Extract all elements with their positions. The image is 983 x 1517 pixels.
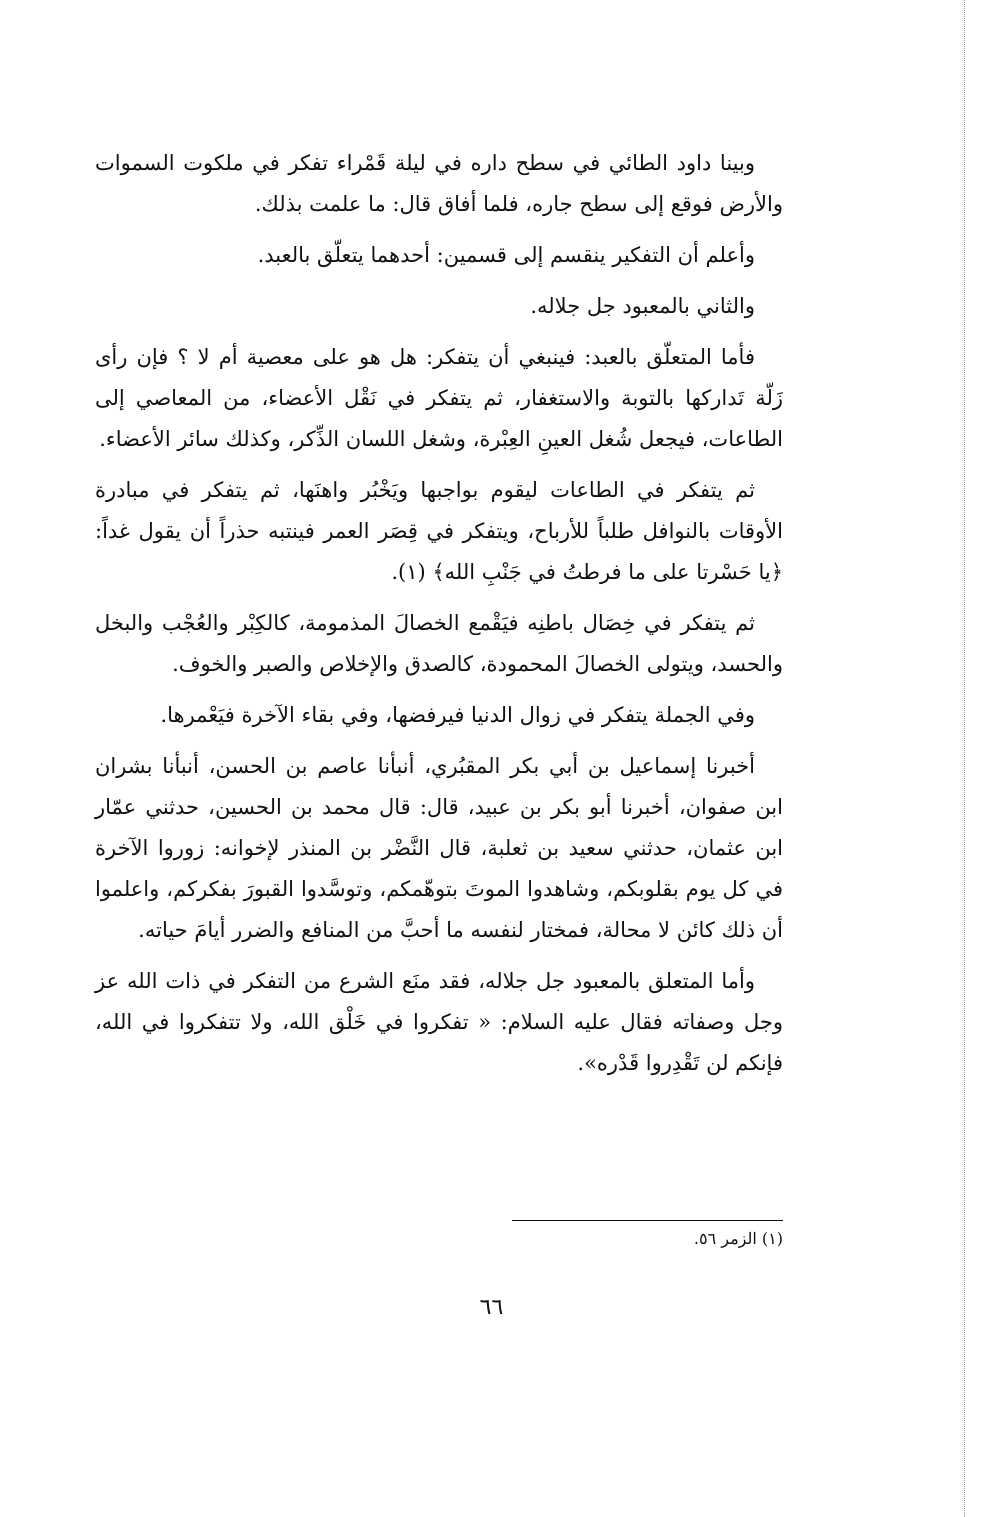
paragraph: ثم يتفكر في الطاعات ليقوم بواجبها ويَخْبُر واهنَها، ثم يتفكر في مبادرة الأوقات بالنوافل طلباً للأرباح، ويتفكر في قِصَر العمر فينتبه حذراً أن يقول غداً: ﴿يا حَسْرتا على ما فرطتُ في جَنْبِ الله﴾ (١). bbox=[95, 478, 783, 584]
footnote: (١) الزمر ٥٦. bbox=[693, 1229, 783, 1248]
paragraph: فأما المتعلّق بالعبد: فينبغي أن يتفكر: هل هو على معصية أم لا ؟ فإن رأى زَلّة تَداركها بالتوبة والاستغفار، ثم يتفكر في نَقْل الأعضاء، من المعاصي إلى الطاعات، فيجعل شُغل العينِ العِبْرة، وشغل اللسان الذِّكر، وكذلك سائر الأعضاء. bbox=[95, 345, 783, 451]
page-edge-line bbox=[964, 0, 965, 1517]
paragraph: أخبرنا إسماعيل بن أبي بكر المقبُري، أنبأنا عاصم بن الحسن، أنبأنا بشران ابن صفوان، أخبرنا أبو بكر بن عبيد، قال: قال محمد بن الحسين، حدثني عمّار ابن عثمان، حدثني سعيد بن ثعلبة، قال النَّضْر بن المنذر لإخوانه: زوروا الآخرة في كل يوم بقلوبكم، وشاهدوا الموتَ بتوهّمكم، وتوسَّدوا القبورَ بفكركم، واعلموا أن ذلك كائن لا محالة، فمختار لنفسه ما أحبَّ من المنافع والضرر أيامَ حياته. bbox=[95, 754, 783, 942]
paragraph: وأما المتعلق بالمعبود جل جلاله، فقد منَع الشرع من التفكر في ذات الله عز وجل وصفاته فقال عليه السلام: « تفكروا في خَلْق الله، ولا تتفكروا في الله، فإنكم لن تَقْدِروا قَدْره». bbox=[95, 969, 783, 1075]
paragraph: وأعلم أن التفكير ينقسم إلى قسمين: أحدهما يتعلّق بالعبد. bbox=[257, 243, 755, 267]
paragraph: وبينا داود الطائي في سطح داره في ليلة قَمْراء تفكر في ملكوت السموات والأرض فوقع إلى سطح جاره، فلما أفاق قال: ما علمت بذلك. bbox=[95, 151, 783, 216]
paragraph: والثاني بالمعبود جل جلاله. bbox=[530, 294, 755, 318]
paragraph: ثم يتفكر في خِصَال باطنِه فيَقْمع الخصالَ المذمومة، كالكِبْر والعُجْب والبخل والحسد، ويتولى الخصالَ المحمودة، كالصدق والإخلاص والصبر والخوف. bbox=[95, 611, 783, 676]
main-text bbox=[95, 143, 783, 1094]
paragraph: وفي الجملة يتفكر في زوال الدنيا فيرفضها، وفي بقاء الآخرة فيَعْمرها. bbox=[160, 703, 755, 727]
page-number: ٦٦ bbox=[479, 1295, 504, 1320]
footnote-separator bbox=[512, 1220, 783, 1221]
